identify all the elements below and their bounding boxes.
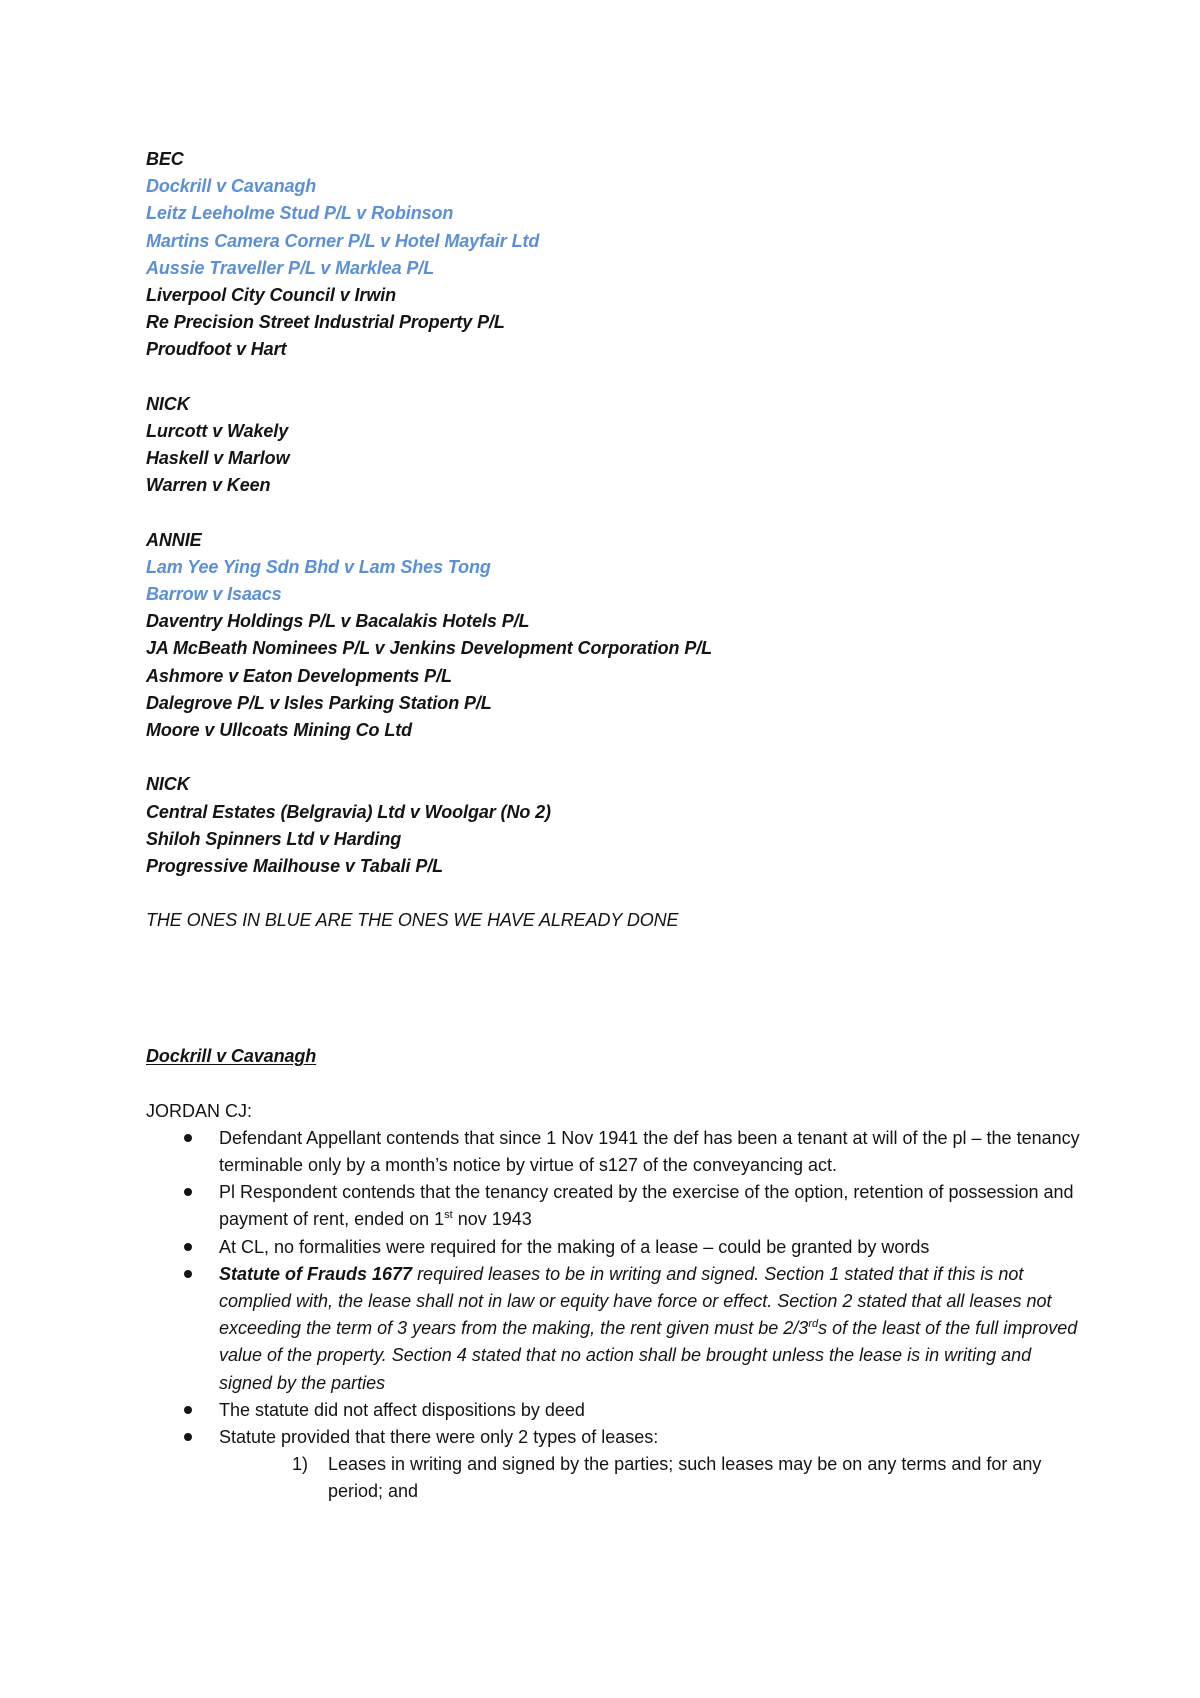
bullet-text-tail: s of the least of the full improved value of the property. Section 4 stated that no action shall be brought unless the lease is in writing and signed by the parties [219, 1318, 1078, 1393]
case-item: Warren v Keen [146, 475, 271, 496]
superscript: st [444, 1209, 453, 1222]
bullet-text: At CL, no formalities were required for the making of a lease – could be granted by words [219, 1236, 930, 1257]
group-heading-annie: ANNIE [146, 529, 202, 550]
spacer [146, 364, 1086, 391]
case-item: Moore v Ullcoats Mining Co Ltd [146, 719, 412, 740]
group-heading-nick-2: NICK [146, 774, 190, 795]
bullet-item [146, 1397, 1086, 1424]
case-item: JA McBeath Nominees P/L v Jenkins Development Corporation P/L [146, 638, 713, 659]
section-title: Dockrill v Cavanagh [146, 1046, 317, 1067]
bullet-text: Pl Respondent contends that the tenancy created by the exercise of the option, retention of possession and payment of rent, ended on 1 [219, 1182, 1074, 1230]
bullet-dot [184, 1270, 192, 1278]
case-item: Barrow v Isaacs [146, 584, 282, 604]
bullet-dot [184, 1188, 192, 1196]
bullet-dot [184, 1134, 192, 1142]
statute-name: Statute of Frauds 1677 [219, 1263, 413, 1284]
bullet-item [146, 1125, 1086, 1179]
bullet-item [146, 1234, 1086, 1261]
bullet-item [146, 1424, 1086, 1451]
case-item: Ashmore v Eaton Developments P/L [146, 665, 452, 686]
case-item: Aussie Traveller P/L v Marklea P/L [146, 257, 435, 278]
group-heading-nick: NICK [146, 393, 190, 414]
spacer [146, 1070, 1086, 1097]
case-item: Proudfoot v Hart [146, 339, 287, 360]
spacer [146, 934, 1086, 1043]
notes-bullet-list [146, 1125, 1086, 1451]
bullet-dot [184, 1243, 192, 1251]
case-item: Daventry Holdings P/L v Bacalakis Hotels P/L [146, 611, 530, 632]
bullet-text: The statute did not affect dispositions by deed [219, 1399, 585, 1420]
bullet-text-tail: nov 1943 [452, 1209, 532, 1230]
case-item: Dalegrove P/L v Isles Parking Station P/L [146, 692, 492, 713]
superscript: rd [808, 1318, 819, 1331]
legend-note: THE ONES IN BLUE ARE THE ONES WE HAVE ALREADY DONE [146, 910, 679, 931]
spacer [146, 499, 1086, 526]
case-item: Lurcott v Wakely [146, 420, 289, 441]
case-item: Liverpool City Council v Irwin [146, 284, 397, 305]
case-item: Leitz Leeholme Stud P/L v Robinson [146, 203, 454, 224]
case-item: Martins Camera Corner P/L v Hotel Mayfair Ltd [146, 230, 540, 251]
case-item: Lam Yee Ying Sdn Bhd v Lam Shes Tong [146, 556, 491, 577]
bullet-item [146, 1261, 1086, 1397]
bullet-text: Defendant Appellant contends that since 1 Nov 1941 the def has been a tenant at will of the pl – the tenancy terminable only by a month’s notice by virtue of s127 of the conveyancing act. [219, 1127, 1080, 1176]
numbered-item [146, 1451, 1086, 1505]
judge-label: JORDAN CJ: [146, 1100, 253, 1121]
case-item: Re Precision Street Industrial Property P/L [146, 312, 505, 333]
spacer [146, 744, 1086, 771]
case-item: Dockrill v Cavanagh [146, 176, 317, 197]
spacer [146, 880, 1086, 907]
item-text: Leases in writing and signed by the parties; such leases may be on any terms and for any period; and [328, 1454, 1042, 1502]
case-item: Progressive Mailhouse v Tabali P/L [146, 855, 444, 876]
case-item: Central Estates (Belgravia) Ltd v Woolgar (No 2) [146, 801, 551, 822]
bullet-text: required leases to be in writing and signed. Section 1 stated that if this is not complied with, the lease shall not in law or equity have force or effect. Section 2 stated that all leases not exceeding the term of 3 years from the making, the rent given must be 2/3 [219, 1263, 1052, 1339]
bullet-dot [184, 1433, 192, 1441]
case-item: Shiloh Spinners Ltd v Harding [146, 828, 402, 849]
bullet-text: Statute provided that there were only 2 types of leases: [219, 1427, 659, 1448]
group-heading-bec: BEC [146, 149, 184, 169]
item-number: 1) [292, 1454, 309, 1475]
case-item: Haskell v Marlow [146, 448, 290, 469]
numbered-list [146, 1451, 1086, 1505]
bullet-item [146, 1179, 1086, 1233]
document-content [146, 146, 1086, 1506]
bullet-dot [184, 1406, 192, 1414]
